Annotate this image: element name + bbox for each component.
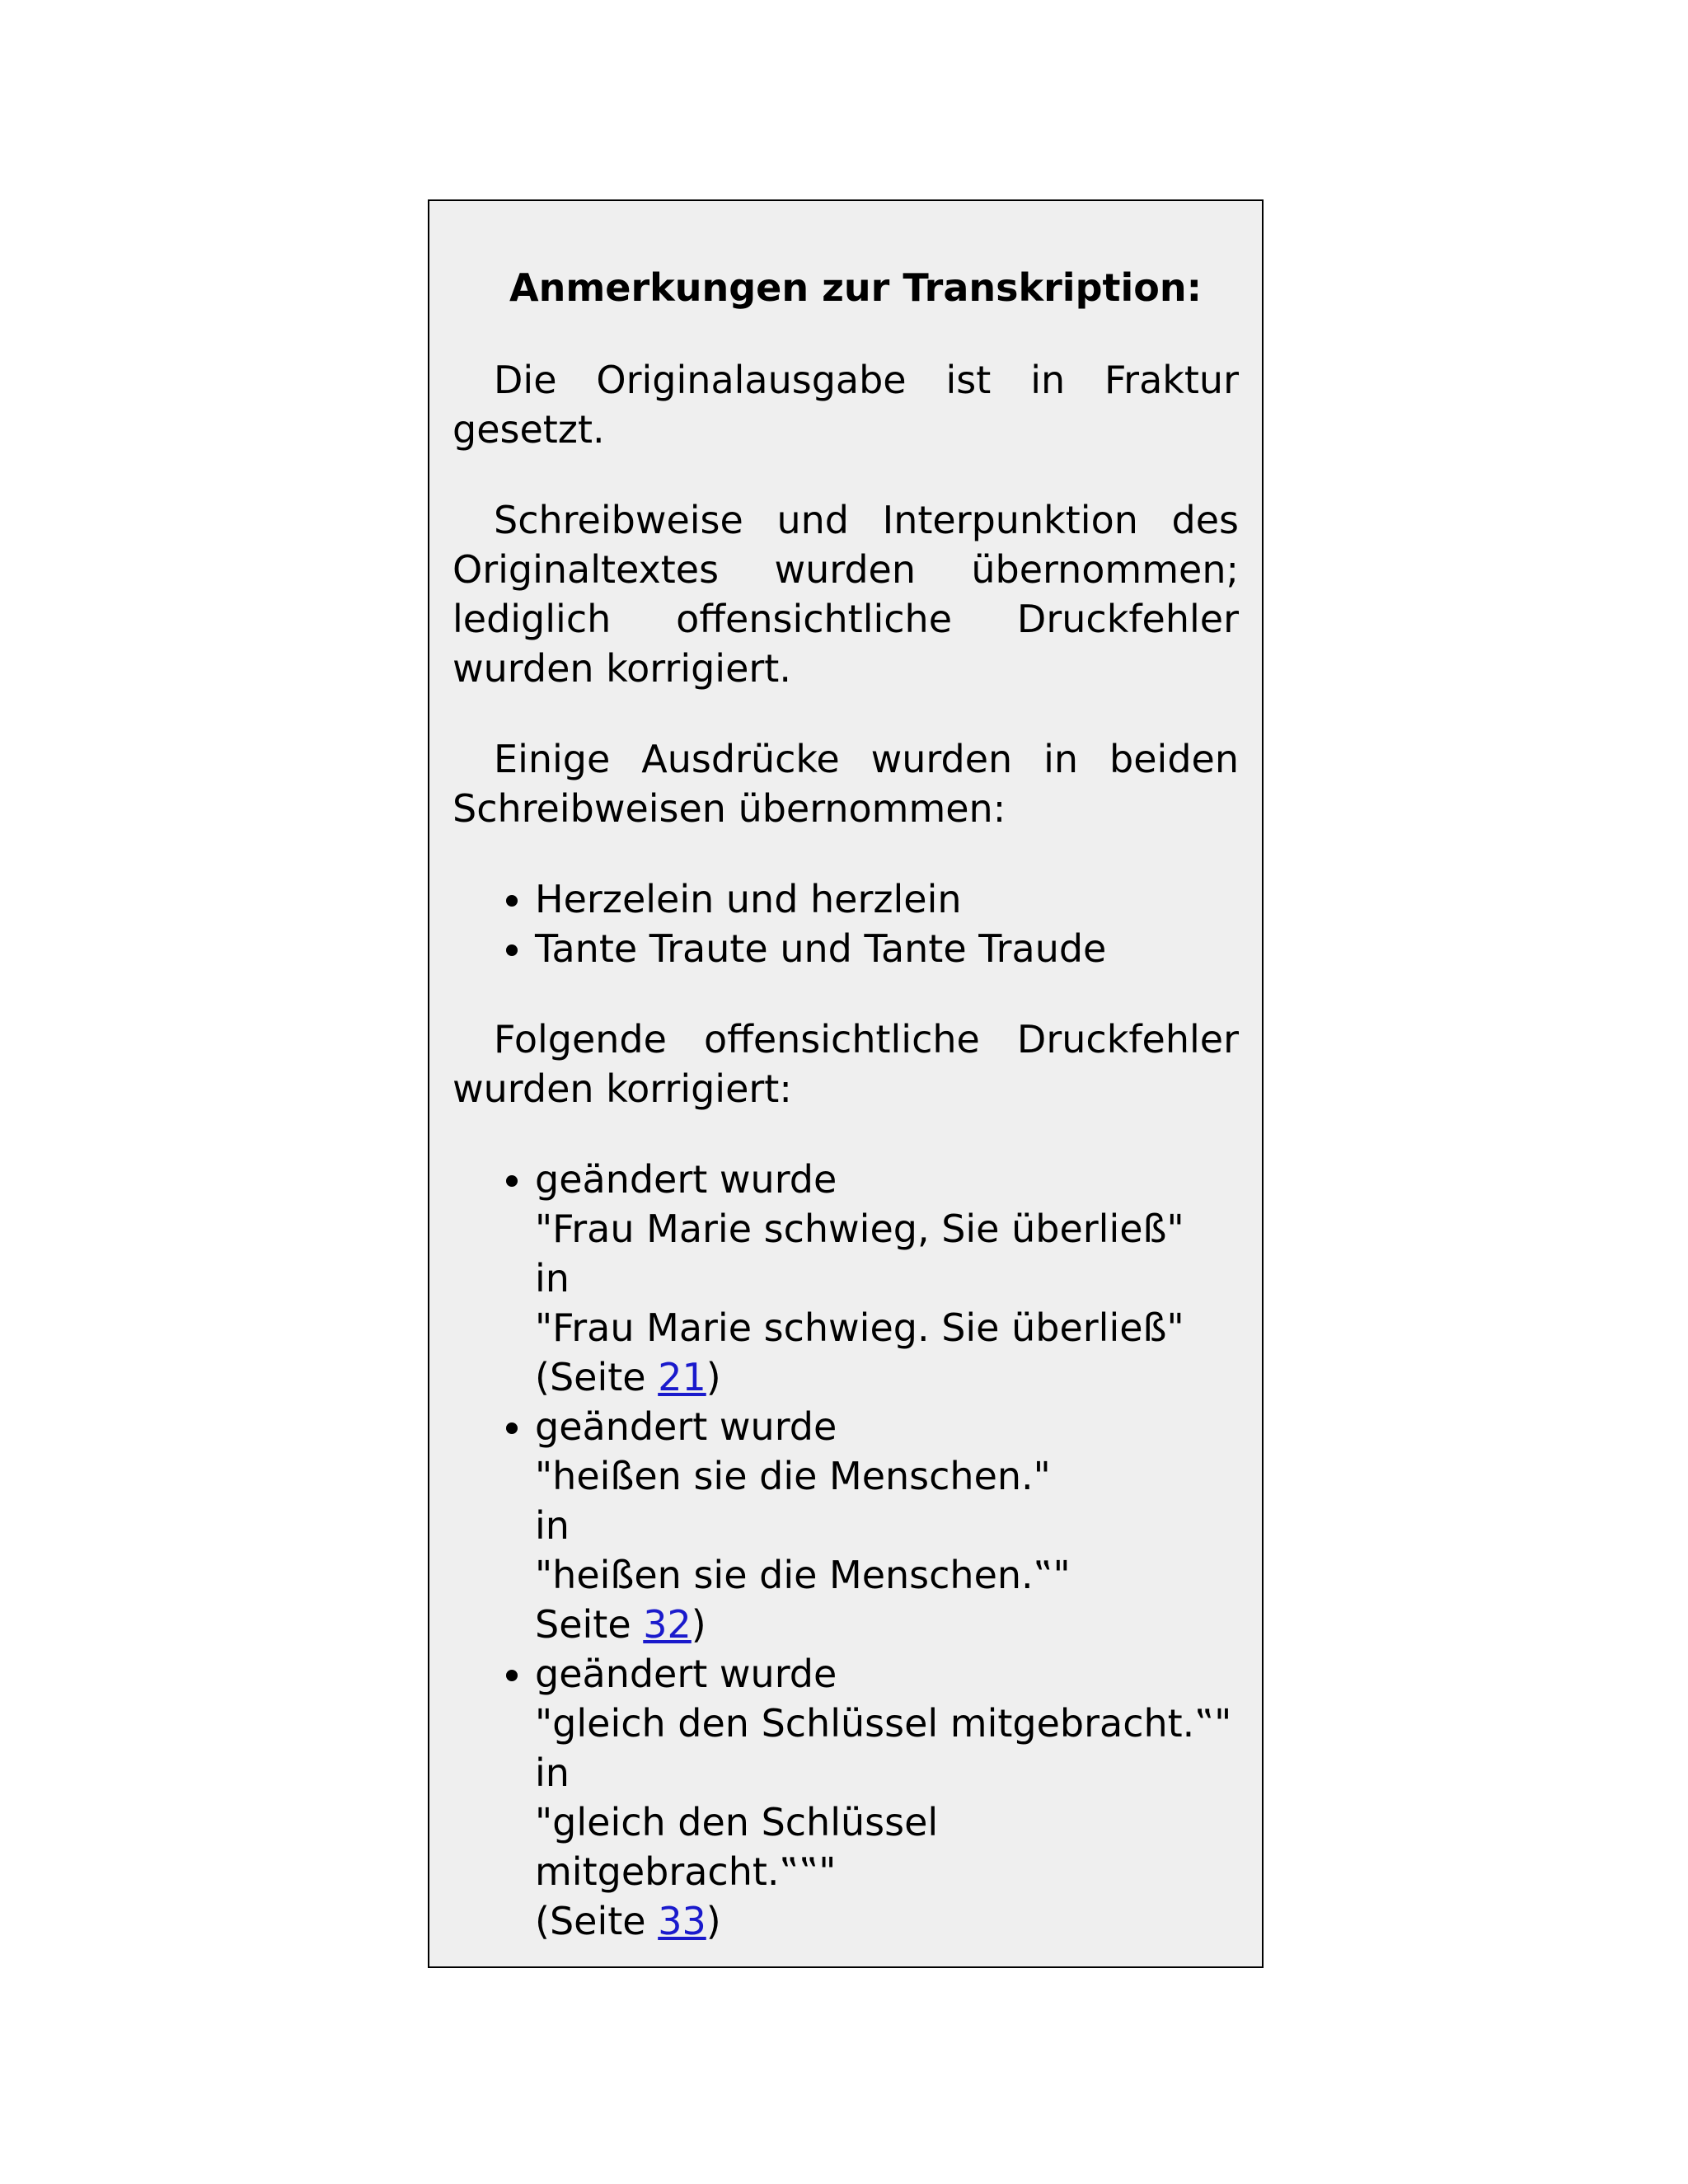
page-ref-suffix: )	[691, 1602, 706, 1647]
correction-old-text: "heißen sie die Menschen."	[535, 1454, 1051, 1498]
paragraph-corrections-intro: Folgende offensichtliche Druckfehler wurden korrigiert:	[452, 1017, 1239, 1111]
paragraph-original-edition: Die Originalausgabe ist in Fraktur gesetzt.	[452, 358, 1239, 452]
correction-intro: • geändert wurde	[535, 1652, 837, 1696]
correction-new-text: "Frau Marie schwieg. Sie überließ"	[535, 1305, 1184, 1350]
correction-old-text: "gleich den Schlüssel mitgebracht.‟"	[535, 1701, 1232, 1746]
page-link[interactable]: 33	[658, 1899, 706, 1943]
list-item: • Tante Traute und Tante Traude	[535, 924, 1239, 973]
correction-item	[535, 1649, 1239, 1946]
transcription-notes-box	[428, 199, 1264, 1968]
correction-item	[535, 1402, 1239, 1649]
correction-item	[535, 1155, 1239, 1402]
page-ref-prefix: (Seite	[535, 1899, 659, 1943]
correction-page-ref	[535, 1600, 1239, 1649]
corrections-list	[452, 1155, 1239, 1946]
correction-in: in	[535, 1256, 570, 1301]
notes-title: Anmerkungen zur Transkription:	[509, 265, 1203, 310]
correction-new-text: "heißen sie die Menschen.‟"	[535, 1553, 1071, 1597]
page-link[interactable]: 21	[658, 1355, 706, 1399]
paragraph-variants-intro: Einige Ausdrücke wurden in beiden Schreibweisen übernommen:	[452, 737, 1239, 831]
correction-old-text: "Frau Marie schwieg, Sie überließ"	[535, 1207, 1184, 1251]
correction-new-text: "gleich den Schlüssel mitgebracht.‟‟"	[535, 1800, 939, 1894]
page-ref-prefix: Seite	[535, 1602, 644, 1647]
page-link[interactable]: 32	[643, 1602, 692, 1647]
variant-list	[452, 874, 1239, 973]
correction-intro: • geändert wurde	[535, 1157, 837, 1202]
correction-in: in	[535, 1503, 570, 1548]
correction-in: in	[535, 1750, 570, 1795]
correction-page-ref	[535, 1896, 1239, 1946]
correction-intro: • geändert wurde	[535, 1404, 837, 1449]
list-item: • Herzelein und herzlein	[535, 874, 1239, 924]
correction-page-ref	[535, 1352, 1239, 1402]
page-ref-suffix: )	[706, 1355, 721, 1399]
page-ref-suffix: )	[706, 1899, 721, 1943]
paragraph-spelling: Schreibweise und Interpunktion des Originaltextes wurden übernommen; lediglich offensichtliche Druckfehler wurden korrigiert.	[452, 498, 1239, 691]
page-ref-prefix: (Seite	[535, 1355, 659, 1399]
